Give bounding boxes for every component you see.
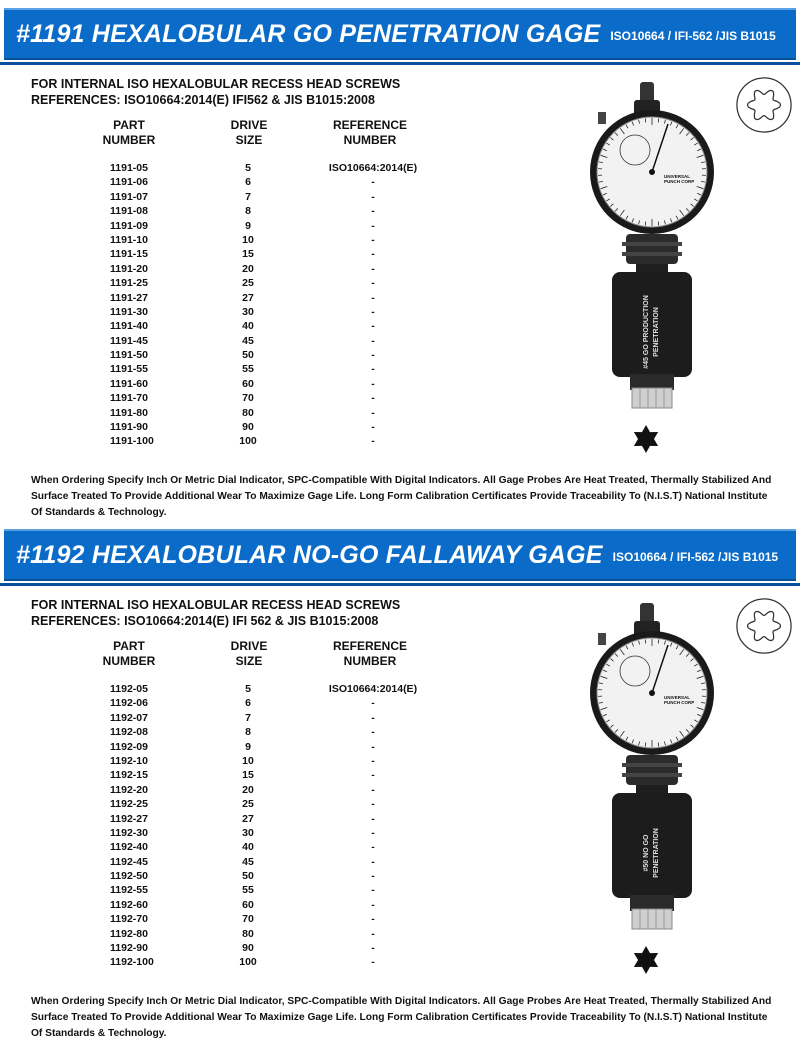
drive-size-cell: 90 — [233, 942, 263, 954]
drive-size-cell: 100 — [233, 435, 263, 447]
part-number-cell: 1192-25 — [110, 798, 148, 810]
description-line: FOR INTERNAL ISO HEXALOBULAR RECESS HEAD SCREWS — [31, 597, 400, 613]
part-number-cell: 1192-27 — [110, 813, 148, 825]
part-number-cell: 1191-40 — [110, 320, 148, 332]
reference-number-cell: - — [313, 176, 433, 188]
col-header-reference-number: REFERENCE NUMBER — [310, 118, 430, 148]
reference-number-cell: ISO10664:2014(E) — [313, 683, 433, 695]
part-number-cell: 1191-20 — [110, 263, 148, 275]
reference-number-cell: - — [313, 248, 433, 260]
ordering-note: When Ordering Specify Inch Or Metric Dial Indicator, SPC-Compatible With Digital Indicators. All Gage Probes Are Heat Treated, Thermally Stabilized And Surface Treated To Provide Additional Wear To Maximize Gage Life. Long Form Calibration Certificates Provide Traceability To (N.I.S.T) National Institute Of Standards & Technology. — [31, 473, 776, 521]
drive-size-cell: 80 — [233, 407, 263, 419]
table-row — [0, 884, 560, 898]
table-row — [0, 162, 560, 176]
reference-number-cell: - — [313, 277, 433, 289]
drive-size-cell: 27 — [233, 813, 263, 825]
table-row — [0, 942, 560, 956]
gauge-engraving: PENETRATION — [653, 307, 660, 357]
part-number-cell: 1191-06 — [110, 176, 148, 188]
reference-number-cell: - — [313, 378, 433, 390]
part-number-cell: 1191-25 — [110, 277, 148, 289]
table-row — [0, 320, 560, 334]
reference-number-cell: - — [313, 392, 433, 404]
hexalobular-recess-icon — [735, 597, 793, 655]
part-number-cell: 1192-90 — [110, 942, 148, 954]
drive-size-cell: 27 — [233, 292, 263, 304]
table-row — [0, 913, 560, 927]
part-number-cell: 1191-27 — [110, 292, 148, 304]
reference-number-cell: - — [313, 870, 433, 882]
table-row — [0, 220, 560, 234]
standards-label: ISO10664 / IFI-562 /JIS B1015 — [610, 29, 775, 43]
table-row — [0, 856, 560, 870]
references-line: REFERENCES: ISO10664:2014(E) IFI 562 & JIS B1015:2008 — [31, 613, 400, 629]
drive-size-cell: 9 — [233, 220, 263, 232]
reference-number-cell: - — [313, 407, 433, 419]
reference-number-cell: - — [313, 726, 433, 738]
drive-size-cell: 90 — [233, 421, 263, 433]
table-row — [0, 248, 560, 262]
dial-brand-label: UNIVERSAL — [664, 695, 690, 700]
reference-number-cell: - — [313, 784, 433, 796]
drive-size-cell: 5 — [233, 162, 263, 174]
table-row — [0, 421, 560, 435]
title-banner — [4, 8, 796, 60]
references-block — [31, 76, 400, 108]
col-header-part-number: PART NUMBER — [90, 639, 168, 669]
table-row — [0, 335, 560, 349]
reference-number-cell: - — [313, 913, 433, 925]
reference-number-cell: - — [313, 956, 433, 968]
part-number-cell: 1192-30 — [110, 827, 148, 839]
part-number-cell: 1191-80 — [110, 407, 148, 419]
table-row — [0, 784, 560, 798]
description-line: FOR INTERNAL ISO HEXALOBULAR RECESS HEAD SCREWS — [31, 76, 400, 92]
drive-size-cell: 15 — [233, 769, 263, 781]
table-row — [0, 363, 560, 377]
drive-size-cell: 40 — [233, 841, 263, 853]
drive-size-cell: 20 — [233, 263, 263, 275]
reference-number-cell: - — [313, 841, 433, 853]
reference-number-cell: - — [313, 335, 433, 347]
part-number-cell: 1191-10 — [110, 234, 148, 246]
table-row — [0, 841, 560, 855]
drive-size-cell: 8 — [233, 205, 263, 217]
part-number-cell: 1192-08 — [110, 726, 148, 738]
reference-number-cell: - — [313, 234, 433, 246]
col-header-part-number: PART NUMBER — [90, 118, 168, 148]
table-row — [0, 683, 560, 697]
dial-brand-label: PUNCH CORP — [664, 700, 694, 705]
drive-size-cell: 60 — [233, 378, 263, 390]
drive-size-cell: 30 — [233, 827, 263, 839]
part-number-cell: 1191-08 — [110, 205, 148, 217]
part-number-cell: 1191-50 — [110, 349, 148, 361]
part-number-cell: 1191-55 — [110, 363, 148, 375]
part-number-cell: 1192-55 — [110, 884, 148, 896]
reference-number-cell: - — [313, 421, 433, 433]
reference-number-cell: - — [313, 697, 433, 709]
part-number-cell: 1191-60 — [110, 378, 148, 390]
table-row — [0, 697, 560, 711]
table-row — [0, 205, 560, 219]
table-row — [0, 392, 560, 406]
reference-number-cell: - — [313, 263, 433, 275]
reference-number-cell: - — [313, 813, 433, 825]
part-number-cell: 1192-80 — [110, 928, 148, 940]
drive-size-cell: 70 — [233, 913, 263, 925]
part-number-cell: 1192-06 — [110, 697, 148, 709]
drive-size-cell: 45 — [233, 856, 263, 868]
part-number-cell: 1192-07 — [110, 712, 148, 724]
table-row — [0, 191, 560, 205]
table-row — [0, 956, 560, 970]
reference-number-cell: ISO10664:2014(E) — [313, 162, 433, 174]
gage-section-1191 — [0, 0, 800, 518]
table-row — [0, 176, 560, 190]
part-number-cell: 1192-09 — [110, 741, 148, 753]
part-number-cell: 1191-70 — [110, 392, 148, 404]
drive-size-cell: 55 — [233, 363, 263, 375]
drive-size-cell: 30 — [233, 306, 263, 318]
reference-number-cell: - — [313, 928, 433, 940]
reference-number-cell: - — [313, 899, 433, 911]
gauge-engraving: PENETRATION — [653, 828, 660, 878]
drive-size-cell: 9 — [233, 741, 263, 753]
table-row — [0, 755, 560, 769]
reference-number-cell: - — [313, 942, 433, 954]
table-row — [0, 769, 560, 783]
table-row — [0, 349, 560, 363]
reference-number-cell: - — [313, 349, 433, 361]
reference-number-cell: - — [313, 191, 433, 203]
table-row — [0, 798, 560, 812]
table-row — [0, 870, 560, 884]
part-number-cell: 1192-20 — [110, 784, 148, 796]
dial-gauge-image — [582, 82, 722, 412]
drive-size-cell: 80 — [233, 928, 263, 940]
part-number-cell: 1192-15 — [110, 769, 148, 781]
table-row — [0, 435, 560, 449]
part-number-cell: 1191-15 — [110, 248, 148, 260]
table-row — [0, 827, 560, 841]
drive-size-cell: 50 — [233, 870, 263, 882]
drive-size-cell: 50 — [233, 349, 263, 361]
col-header-reference-number: REFERENCE NUMBER — [310, 639, 430, 669]
title-banner — [4, 529, 796, 581]
reference-number-cell: - — [313, 435, 433, 447]
table-row — [0, 813, 560, 827]
reference-number-cell: - — [313, 798, 433, 810]
reference-number-cell: - — [313, 292, 433, 304]
drive-size-cell: 6 — [233, 697, 263, 709]
table-row — [0, 741, 560, 755]
drive-size-cell: 55 — [233, 884, 263, 896]
drive-size-cell: 8 — [233, 726, 263, 738]
reference-number-cell: - — [313, 769, 433, 781]
gage-section-1192 — [0, 521, 800, 1031]
drive-size-cell: 6 — [233, 176, 263, 188]
part-number-cell: 1191-100 — [110, 435, 154, 447]
part-number-cell: 1192-60 — [110, 899, 148, 911]
part-number-cell: 1192-05 — [110, 683, 148, 695]
standards-label: ISO10664 / IFI-562 /JIS B1015 — [613, 550, 778, 564]
section-title: #1191 HEXALOBULAR GO PENETRATION GAGE — [16, 20, 600, 49]
col-header-drive-size: DRIVE SIZE — [205, 118, 293, 148]
table-row — [0, 726, 560, 740]
drive-size-cell: 10 — [233, 234, 263, 246]
drive-size-cell: 15 — [233, 248, 263, 260]
part-number-cell: 1192-50 — [110, 870, 148, 882]
table-row — [0, 407, 560, 421]
part-number-cell: 1192-100 — [110, 956, 154, 968]
drive-size-cell: 70 — [233, 392, 263, 404]
col-header-drive-size: DRIVE SIZE — [205, 639, 293, 669]
parts-table — [0, 162, 560, 450]
part-number-cell: 1192-10 — [110, 755, 148, 767]
part-number-cell: 1191-30 — [110, 306, 148, 318]
reference-number-cell: - — [313, 856, 433, 868]
table-row — [0, 899, 560, 913]
reference-number-cell: - — [313, 827, 433, 839]
reference-number-cell: - — [313, 205, 433, 217]
drive-size-cell: 7 — [233, 191, 263, 203]
reference-number-cell: - — [313, 306, 433, 318]
drive-size-cell: 7 — [233, 712, 263, 724]
gauge-engraving: #45 GO PRODUCTION — [643, 295, 650, 369]
references-block — [31, 597, 400, 629]
dial-brand-label: UNIVERSAL — [664, 174, 690, 179]
hexalobular-recess-icon — [735, 76, 793, 134]
drive-size-cell: 25 — [233, 277, 263, 289]
section-divider — [0, 583, 800, 586]
gauge-engraving: #50 NO GO — [643, 834, 650, 872]
part-number-cell: 1191-90 — [110, 421, 148, 433]
drive-size-cell: 100 — [233, 956, 263, 968]
part-number-cell: 1191-07 — [110, 191, 148, 203]
reference-number-cell: - — [313, 755, 433, 767]
drive-size-cell: 25 — [233, 798, 263, 810]
hexalobular-tip-icon — [631, 424, 661, 454]
table-row — [0, 234, 560, 248]
reference-number-cell: - — [313, 741, 433, 753]
part-number-cell: 1192-45 — [110, 856, 148, 868]
table-row — [0, 378, 560, 392]
references-line: REFERENCES: ISO10664:2014(E) IFI562 & JIS B1015:2008 — [31, 92, 400, 108]
dial-brand-label: PUNCH CORP — [664, 179, 694, 184]
drive-size-cell: 10 — [233, 755, 263, 767]
table-row — [0, 277, 560, 291]
part-number-cell: 1191-05 — [110, 162, 148, 174]
part-number-cell: 1191-09 — [110, 220, 148, 232]
drive-size-cell: 40 — [233, 320, 263, 332]
table-row — [0, 928, 560, 942]
reference-number-cell: - — [313, 712, 433, 724]
reference-number-cell: - — [313, 363, 433, 375]
table-row — [0, 306, 560, 320]
part-number-cell: 1192-40 — [110, 841, 148, 853]
reference-number-cell: - — [313, 320, 433, 332]
hexalobular-tip-icon — [631, 945, 661, 975]
table-row — [0, 712, 560, 726]
reference-number-cell: - — [313, 884, 433, 896]
drive-size-cell: 45 — [233, 335, 263, 347]
drive-size-cell: 60 — [233, 899, 263, 911]
part-number-cell: 1192-70 — [110, 913, 148, 925]
section-title: #1192 HEXALOBULAR NO-GO FALLAWAY GAGE — [16, 541, 603, 570]
table-row — [0, 263, 560, 277]
ordering-note: When Ordering Specify Inch Or Metric Dial Indicator, SPC-Compatible With Digital Indicators. All Gage Probes Are Heat Treated, Thermally Stabilized And Surface Treated To Provide Additional Wear To Maximize Gage Life. Long Form Calibration Certificates Provide Traceability To (N.I.S.T) National Institute Of Standards & Technology. — [31, 994, 776, 1042]
section-divider — [0, 62, 800, 65]
parts-table — [0, 683, 560, 971]
dial-gauge-image — [582, 603, 722, 933]
table-row — [0, 292, 560, 306]
reference-number-cell: - — [313, 220, 433, 232]
drive-size-cell: 5 — [233, 683, 263, 695]
part-number-cell: 1191-45 — [110, 335, 148, 347]
drive-size-cell: 20 — [233, 784, 263, 796]
